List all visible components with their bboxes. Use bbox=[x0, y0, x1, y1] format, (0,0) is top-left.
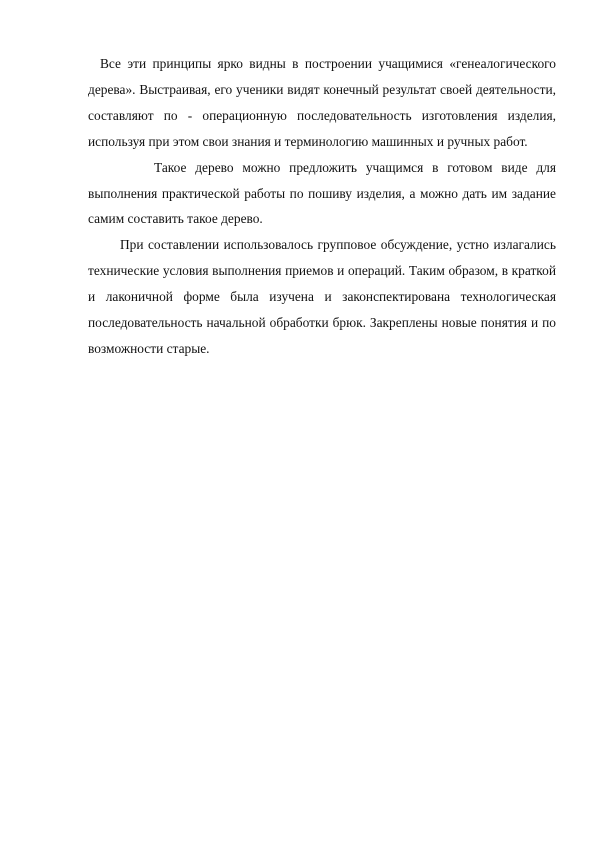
paragraph-1: Все эти принципы ярко видны в построении учащимися «генеалогического дерева». Выстраивая, его ученики видят конечный результат своей деятельности, составляют по - операционную последовательность изготовления изделия, используя при этом свои знания и терминологию машинных и ручных работ. bbox=[88, 56, 556, 149]
paragraph-2: Такое дерево можно предложить учащимся в готовом виде для выполнения практической работы по пошиву изделия, а можно дать им задание самим составить такое дерево. bbox=[88, 159, 556, 227]
paragraph-3: При составлении использовалось групповое обсуждение, устно излагались технические условия выполнения приемов и операций. Таким образом, в краткой и лаконичной форме была изучена и законспектирована технологическая последовательность начальной обработки брюк. Закреплены новые понятия и по возможности старые. bbox=[88, 237, 556, 356]
document-body bbox=[88, 51, 556, 362]
